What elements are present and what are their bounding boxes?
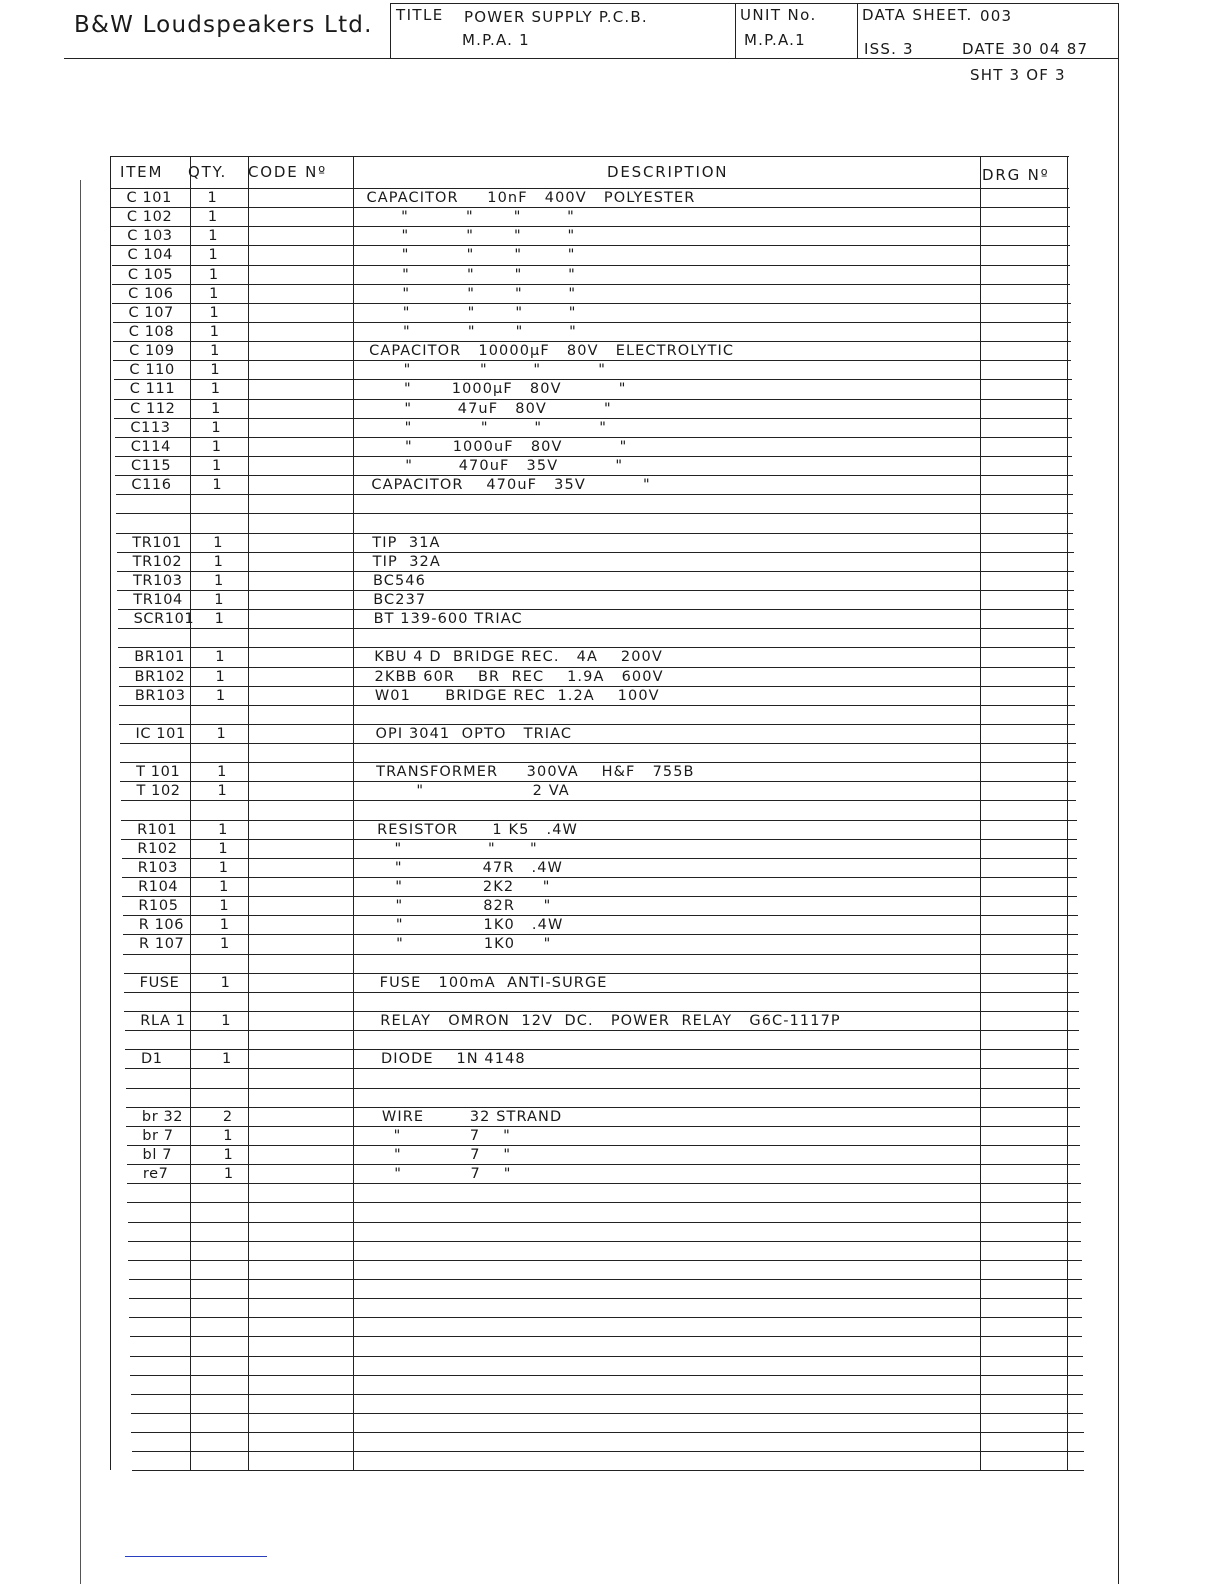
table-row-rule xyxy=(126,1088,1080,1089)
table-row-rule xyxy=(117,571,1074,572)
row-qty: 1 xyxy=(214,611,225,628)
row-description: WIRE 32 STRAND xyxy=(381,1108,563,1125)
row-description: BT 139-600 TRIAC xyxy=(373,611,523,628)
row-description: " " " " xyxy=(370,419,607,436)
row-description: " 1K0 .4W xyxy=(378,917,564,934)
row-qty: 1 xyxy=(210,362,221,379)
row-description: " 47R .4W xyxy=(377,859,563,876)
row-description: RESISTOR 1 K5 .4W xyxy=(377,821,578,838)
row-item: C 101 xyxy=(126,190,172,206)
table-row-rule xyxy=(117,552,1074,553)
issue-number: ISS. 3 xyxy=(864,40,914,58)
table-row-rule xyxy=(132,1470,1084,1471)
table-row-rule xyxy=(129,1317,1082,1318)
row-qty: 1 xyxy=(214,591,225,608)
table-row-rule xyxy=(120,781,1076,782)
table-row-rule xyxy=(112,303,1070,304)
unit-label: UNIT No. xyxy=(740,6,817,24)
row-description: " " " " xyxy=(369,362,607,379)
row-qty: 1 xyxy=(208,247,219,264)
row-description: FUSE 100mA ANTI-SURGE xyxy=(379,974,608,991)
row-description: TIP 32A xyxy=(372,553,441,570)
row-item: R 106 xyxy=(138,917,185,934)
row-qty: 1 xyxy=(208,228,219,245)
table-left-border xyxy=(110,156,111,1470)
row-description: " " " " xyxy=(366,209,575,226)
row-description: CAPACITOR 10000μF 80V ELECTROLYTIC xyxy=(369,343,735,360)
column-header-drg: DRG Nº xyxy=(982,166,1050,184)
table-row-rule xyxy=(122,877,1077,878)
table-row-rule xyxy=(111,226,1070,227)
row-item: R104 xyxy=(138,879,179,896)
row-qty: 1 xyxy=(221,1013,232,1030)
table-row-rule xyxy=(122,858,1077,859)
row-qty: 1 xyxy=(213,553,224,570)
table-row-rule xyxy=(118,628,1074,629)
row-description: TIP 31A xyxy=(372,534,441,551)
row-item: IC 101 xyxy=(135,725,186,742)
row-qty: 1 xyxy=(216,725,227,742)
row-description: " 1000μF 80V " xyxy=(369,381,627,398)
row-description: " 47uF 80V " xyxy=(370,400,612,417)
column-divider-drg xyxy=(980,156,981,1470)
row-item: BR101 xyxy=(134,649,185,666)
row-description: BC546 xyxy=(372,572,426,589)
row-item: RLA 1 xyxy=(140,1013,186,1030)
row-qty: 1 xyxy=(209,323,220,340)
column-header-qty: QTY. xyxy=(188,163,228,181)
datasheet-label: DATA SHEET. xyxy=(862,6,973,24)
table-row-rule xyxy=(123,915,1078,916)
row-item: br 7 xyxy=(142,1127,174,1144)
row-item: R 107 xyxy=(139,936,185,953)
row-qty: 1 xyxy=(220,936,230,953)
table-row-rule xyxy=(125,1030,1079,1031)
row-qty: 1 xyxy=(218,859,229,876)
row-description: " 470uF 35V " xyxy=(371,457,624,474)
row-description: " " " " xyxy=(368,323,577,340)
row-qty: 1 xyxy=(219,879,229,896)
row-item: br 32 xyxy=(141,1108,184,1125)
row-qty: 1 xyxy=(223,1127,234,1144)
row-item: C 110 xyxy=(129,362,175,379)
row-description: RELAY OMRON 12V DC. POWER RELAY G6C-1117P xyxy=(380,1013,841,1030)
table-row-rule xyxy=(129,1298,1082,1299)
table-row-rule xyxy=(128,1222,1081,1223)
row-qty: 1 xyxy=(211,438,222,455)
row-item: TR101 xyxy=(132,534,182,551)
table-row-rule xyxy=(116,494,1073,495)
row-description: CAPACITOR 470uF 35V " xyxy=(371,477,651,494)
table-row-rule xyxy=(123,954,1078,955)
row-qty: 1 xyxy=(211,400,221,417)
row-item: C113 xyxy=(130,419,171,436)
row-description: 2KBB 60R BR REC 1.9A 600V xyxy=(374,668,664,685)
column-divider-description xyxy=(353,156,354,1470)
table-row-rule xyxy=(116,533,1073,534)
row-qty: 1 xyxy=(220,974,231,991)
row-item: SCR101 xyxy=(133,611,195,628)
column-divider-code xyxy=(248,156,249,1470)
table-top-border xyxy=(110,156,1069,157)
table-row-rule xyxy=(118,609,1075,610)
row-description: CAPACITOR 10nF 400V POLYESTER xyxy=(366,190,696,206)
table-row-rule xyxy=(119,705,1075,706)
row-item: R102 xyxy=(137,840,178,857)
table-right-border xyxy=(1067,156,1068,1470)
row-qty: 1 xyxy=(215,668,226,685)
row-item: FUSE xyxy=(139,974,180,991)
row-qty: 1 xyxy=(213,572,224,589)
row-qty: 1 xyxy=(207,190,218,206)
company-name: B&W Loudspeakers Ltd. xyxy=(74,12,373,38)
row-qty: 1 xyxy=(217,764,227,781)
table-row-rule xyxy=(130,1356,1083,1357)
row-item: TR104 xyxy=(133,591,183,608)
sheet-number: SHT 3 OF 3 xyxy=(970,66,1066,84)
unit-value: M.P.A.1 xyxy=(744,31,806,49)
row-description: DIODE 1N 4148 xyxy=(380,1051,526,1068)
table-row-rule xyxy=(117,590,1074,591)
row-qty: 1 xyxy=(208,266,219,283)
table-row-rule xyxy=(131,1413,1083,1414)
footer-rule xyxy=(125,1556,267,1557)
row-description: " 7 " xyxy=(382,1166,512,1183)
row-item: BR102 xyxy=(134,668,186,685)
row-qty: 1 xyxy=(209,285,219,302)
table-row-rule xyxy=(112,284,1070,285)
row-qty: 1 xyxy=(223,1166,234,1183)
title-line-2: M.P.A. 1 xyxy=(462,31,530,49)
table-row-rule xyxy=(128,1260,1081,1261)
row-item: bl 7 xyxy=(142,1147,173,1163)
row-description: " " " " xyxy=(367,247,576,264)
table-row-rule xyxy=(129,1279,1082,1280)
table-row-rule xyxy=(131,1432,1083,1433)
table-row-rule xyxy=(128,1241,1081,1242)
row-qty: 1 xyxy=(213,534,224,551)
table-row-rule xyxy=(125,1049,1079,1050)
table-row-rule xyxy=(132,1451,1084,1452)
table-row-rule xyxy=(127,1145,1081,1146)
row-item: C114 xyxy=(130,438,171,455)
row-description: " 7 " xyxy=(382,1147,512,1163)
row-item: C116 xyxy=(131,477,172,494)
row-description: OPI 3041 OPTO TRIAC xyxy=(375,725,573,742)
row-item: BR103 xyxy=(134,687,186,704)
row-description: BC237 xyxy=(373,591,427,608)
column-header-code: CODE Nº xyxy=(248,163,327,181)
table-row-rule xyxy=(111,207,1070,208)
row-item: C 105 xyxy=(127,266,174,283)
row-item: T 102 xyxy=(136,783,181,800)
row-item: C 111 xyxy=(129,381,176,398)
table-row-rule xyxy=(127,1183,1081,1184)
row-qty: 1 xyxy=(212,457,222,474)
column-header-description: DESCRIPTION xyxy=(607,163,729,181)
table-row-rule xyxy=(126,1107,1080,1108)
row-description: KBU 4 D BRIDGE REC. 4A 200V xyxy=(374,649,663,666)
table-row-rule xyxy=(121,800,1077,801)
row-item: re7 xyxy=(142,1166,169,1183)
row-qty: 1 xyxy=(212,477,223,494)
table-row-rule xyxy=(121,839,1076,840)
table-row-rule xyxy=(127,1202,1080,1203)
row-qty: 1 xyxy=(219,898,230,915)
row-qty: 1 xyxy=(207,209,218,226)
row-item: D1 xyxy=(140,1051,163,1068)
table-row-rule xyxy=(124,992,1079,993)
row-description: TRANSFORMER 300VA H&F 755B xyxy=(376,764,695,781)
row-item: TR103 xyxy=(132,572,183,589)
row-item: C 102 xyxy=(126,209,173,226)
row-qty: 1 xyxy=(215,687,226,704)
row-description: W01 BRIDGE REC 1.2A 100V xyxy=(374,687,660,704)
row-item: C 112 xyxy=(130,400,176,417)
row-item: R101 xyxy=(137,821,178,838)
row-qty: 2 xyxy=(222,1108,233,1125)
row-description: " 7 " xyxy=(382,1127,511,1144)
row-description: " 82R " xyxy=(378,898,552,915)
table-row-rule xyxy=(120,743,1076,744)
table-row-rule xyxy=(122,896,1077,897)
row-qty: 1 xyxy=(210,381,221,398)
row-qty: 1 xyxy=(218,840,229,857)
table-row-rule xyxy=(123,934,1078,935)
row-qty: 1 xyxy=(217,783,228,800)
row-description: " 2 VA xyxy=(376,783,570,800)
table-row-rule xyxy=(127,1164,1081,1165)
datasheet-value: 003 xyxy=(980,7,1013,25)
table-row-rule xyxy=(111,245,1070,246)
table-row-rule xyxy=(131,1394,1083,1395)
row-description: " 1000uF 80V " xyxy=(370,438,628,455)
table-row-rule xyxy=(121,820,1076,821)
table-row-rule xyxy=(112,265,1070,266)
row-description: " " " " xyxy=(368,304,577,321)
row-item: R103 xyxy=(137,859,178,876)
column-divider-qty xyxy=(190,156,191,1470)
row-qty: 1 xyxy=(210,343,220,360)
row-item: C 106 xyxy=(128,285,174,302)
table-row-rule xyxy=(113,322,1071,323)
row-qty: 1 xyxy=(215,649,226,666)
row-description: " " " " xyxy=(367,266,576,283)
table-row-rule xyxy=(125,1068,1079,1069)
row-qty: 1 xyxy=(223,1147,234,1163)
row-item: C 109 xyxy=(129,343,175,360)
row-qty: 1 xyxy=(211,419,222,436)
row-qty: 1 xyxy=(221,1051,232,1068)
table-row-rule xyxy=(119,724,1075,725)
row-item: C 108 xyxy=(128,323,175,340)
row-item: C 104 xyxy=(127,247,173,264)
row-description: " 2K2 " xyxy=(378,879,551,896)
row-description: " 1K0 " xyxy=(379,936,552,953)
title-label: TITLE xyxy=(396,6,444,24)
row-item: C 103 xyxy=(127,228,173,245)
issue-date: DATE 30 04 87 xyxy=(962,40,1089,58)
row-item: R105 xyxy=(138,898,179,915)
table-row-rule xyxy=(130,1336,1083,1337)
row-description: " " " " xyxy=(367,228,576,245)
row-item: C115 xyxy=(131,457,172,474)
table-row-rule xyxy=(126,1126,1080,1127)
row-item: C 107 xyxy=(128,304,174,321)
row-qty: 1 xyxy=(218,821,228,838)
table-row-rule xyxy=(116,513,1073,514)
title-line-1: POWER SUPPLY P.C.B. xyxy=(464,8,648,26)
row-qty: 1 xyxy=(219,917,230,934)
row-description: " " " " xyxy=(368,285,577,302)
column-header-item: ITEM xyxy=(120,163,164,181)
row-qty: 1 xyxy=(209,304,220,321)
row-item: TR102 xyxy=(132,553,183,570)
row-description: " " " xyxy=(377,840,538,857)
table-row-rule xyxy=(130,1375,1083,1376)
row-item: T 101 xyxy=(136,764,181,781)
